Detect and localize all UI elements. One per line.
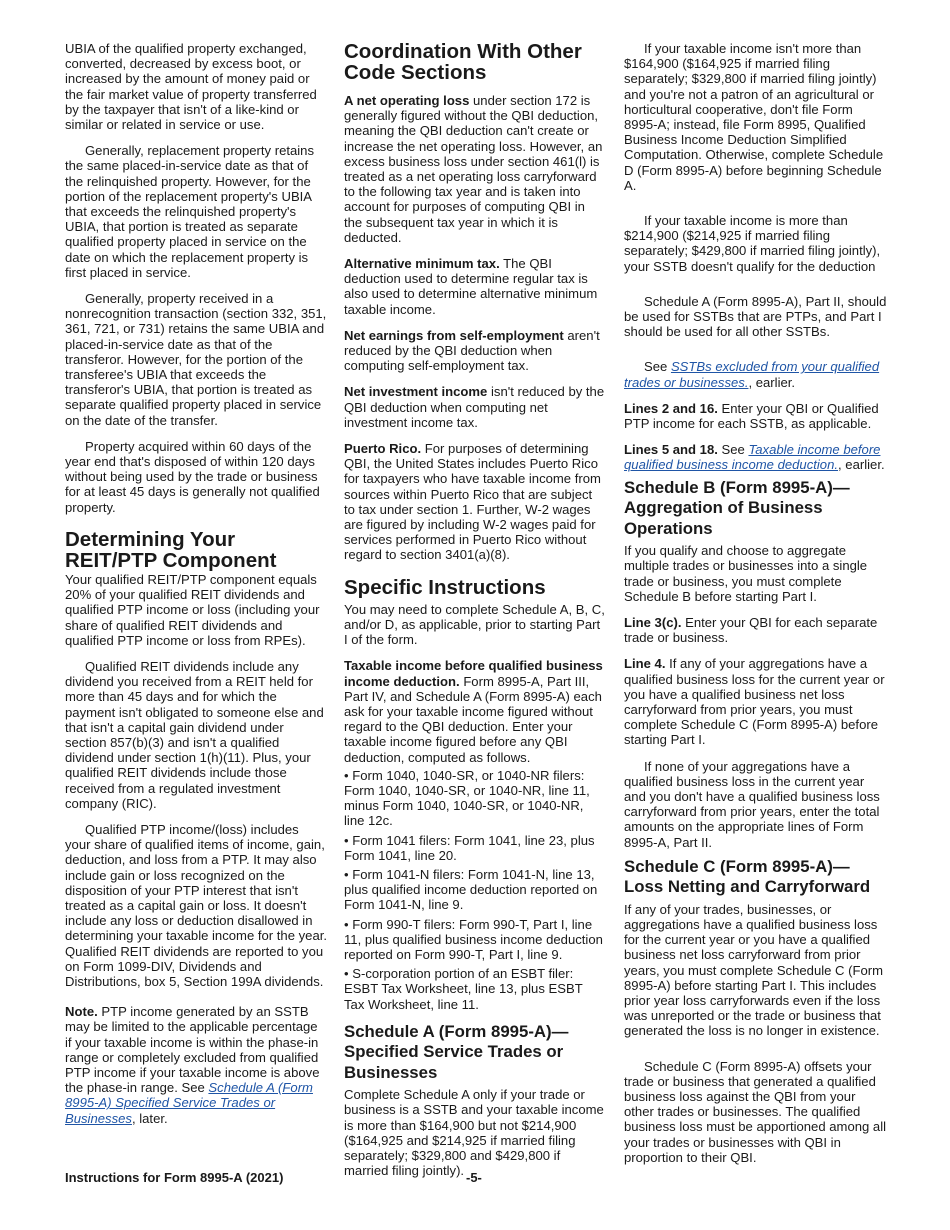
paragraph: Property acquired within 60 days of the year end that's disposed of within 120 days without being used by the trade or business for at least 45 days is generally not qualified property. xyxy=(65,438,320,515)
paragraph: You may need to complete Schedule A, B, C, and/or D, as applicable, prior to starting Part I of the form. xyxy=(344,601,605,648)
paragraph-line-4: Line 4. If any of your aggregations have a qualified business loss for the current year or you have a qualified business net loss carryforward from prior years, you must complete Schedule C (Form 8995-A) before starting Part I. xyxy=(624,656,885,748)
note-paragraph xyxy=(65,1004,327,1126)
bullet-list xyxy=(344,768,606,1012)
section-heading-specific-instructions: Specific Instructions xyxy=(344,575,546,599)
run-in-label: Line 4. xyxy=(624,656,666,672)
paragraph: If you qualify and choose to aggregate multiple trades or businesses into a single trade or business, you must complete Schedule B before starting Part I. xyxy=(624,543,868,604)
schedule-a-link[interactable]: Schedule A (Form 8995-A) Specified Service Trades or Businesses xyxy=(65,1080,313,1126)
run-in-label: Net investment income xyxy=(344,384,488,400)
paragraph: Schedule A (Form 8995-A), Part II, should be used for SSTBs that are PTPs, and Part I should be used for all other SSTBs. xyxy=(624,293,887,340)
sstbs-excluded-link[interactable]: SSTBs excluded from your qualified trades or businesses. xyxy=(624,359,880,390)
section-heading-schedule-b: Schedule B (Form 8995-A)—Aggregation of Business Operations xyxy=(624,477,850,538)
section-heading-schedule-c: Schedule C (Form 8995-A)—Loss Netting and Carryforward xyxy=(624,856,871,897)
run-in-label: Alternative minimum tax. xyxy=(344,256,500,272)
run-in-label: Lines 5 and 18. xyxy=(624,442,718,458)
paragraph: If your taxable income is more than $214,900 ($214,925 if married filing separately; $429,800 if married filing jointly), your SSTB doesn't qualify for the deduction xyxy=(624,213,881,274)
column-3 xyxy=(624,41,888,1176)
list-item: • S-corporation portion of an ESBT filer: ESBT Tax Worksheet, line 13, plus ESBT Tax Worksheet, line 11. xyxy=(344,966,583,1012)
column-1 xyxy=(65,41,327,1137)
paragraph-text: isn't reduced by the QBI deduction when computing net investment income tax. xyxy=(344,384,605,430)
run-in-label: Lines 2 and 16. xyxy=(624,400,718,416)
paragraph: UBIA of the qualified property exchanged, converted, decreased by excess boot, or increased by the amount of money paid or the fair market value of property transferred by the taxpayer that isn't of a like-kind or similar or related in service or use. xyxy=(65,41,317,133)
paragraph: Complete Schedule A only if your trade or business is a SSTB and your taxable income is more than $164,900 but not $214,900 ($164,925 and $214,925 if married filing separately; $329,800 and $429,800 if married filing jointly). xyxy=(344,1087,604,1179)
paragraph-lines-2-16: Lines 2 and 16. Enter your QBI or Qualified PTP income for each SSTB, as applicable. xyxy=(624,400,879,432)
paragraph-text: aren't reduced by the QBI deduction when computing self-employment tax. xyxy=(344,327,600,374)
column-2 xyxy=(344,41,606,1189)
paragraph-text: For purposes of determining QBI, the United States includes Puerto Rico for taxpayers who have taxable income from sources within Puerto Rico that are subject to tax under section 1. Further, W-2 wages are figured by including W-2 wages paid for services performed in Puerto Rico without regard to section 3401(a)(8). xyxy=(344,441,601,563)
paragraph-nii xyxy=(344,384,606,430)
paragraph: If any of your trades, businesses, or aggregations have a qualified business loss for the current year or you have a qualified business net loss carryforward from prior years, you must complete Schedule C (Form 8995-A) before starting Part I. This includes prior year loss carryforwards even if the loss was unreported or the trade or business that generated the loss is no longer in existence. xyxy=(624,901,884,1039)
paragraph-text: The QBI deduction used to determine regular tax is also used to determine alternative minimum taxable income. xyxy=(344,256,598,317)
section-heading-schedule-a: Schedule A (Form 8995-A)—Specified Service Trades or Businesses xyxy=(344,1021,569,1082)
paragraph-nol xyxy=(344,93,606,245)
footer-page-number: -5- xyxy=(466,1170,482,1185)
paragraph: Qualified REIT dividends include any dividend you received from a REIT held for more than 45 days and for which the payment isn't obligated to someone else and that isn't a capital gain dividend under section 857(b)(3) and isn't a qualified dividend under section 1(h)(11). Plus, your qualified REIT dividends include those received from a regulated investment company (RIC). xyxy=(65,658,324,811)
paragraph-see-sstbs: See SSTBs excluded from your qualified trades or businesses., earlier. xyxy=(624,359,880,390)
paragraph: Generally, property received in a nonrecognition transaction (section 332, 351, 361, 721, or 731) retains the same UBIA and placed-in-service date as that of the transferor. However, for the portion of the transferee's UBIA that exceeds the transferor's UBIA, that portion is treated as separate qualified property placed in service on the date of the transfer. xyxy=(65,291,327,428)
paragraph-puerto-rico xyxy=(344,441,606,563)
note-text: PTP income generated by an SSTB may be limited to the applicable percentage if your taxable income is within the phase-in range or completely excluded from qualified PTP income if your taxable income is above the phase-in range. See xyxy=(65,1004,320,1096)
run-in-label: Line 3(c). xyxy=(624,614,682,630)
run-in-label: Puerto Rico. xyxy=(344,441,422,457)
paragraph-se xyxy=(344,328,606,374)
paragraph: Your qualified REIT/PTP component equals 20% of your qualified REIT dividends and qualified PTP income or loss (including your share of qualified REIT dividends and qualified PTP income or loss from RPEs). xyxy=(65,571,320,648)
run-in-label: Taxable income before qualified business income deduction. xyxy=(344,658,603,689)
section-heading-reit-ptp: Determining Your REIT/PTP Component xyxy=(65,527,277,572)
list-item: • Form 1040, 1040-SR, or 1040-NR filers: Form 1040, 1040-SR, or 1040-NR, line 11, minus Form 1040, 1040-SR, or 1040-NR, line 12c. xyxy=(344,767,590,829)
note-after: , later. xyxy=(131,1110,168,1126)
list-item: • Form 1041-N filers: Form 1041-N, line 13, plus qualified income deduction reported on Form 1041-N, line 9. xyxy=(344,866,598,913)
run-in-label: A net operating loss xyxy=(344,93,470,108)
note-label: Note. xyxy=(65,1004,98,1020)
list-item: • Form 1041 filers: Form 1041, line 23, plus Form 1041, line 20. xyxy=(344,832,595,863)
paragraph: Generally, replacement property retains the same placed-in-service date as that of the relinquished property. However, for the portion of the replacement property's UBIA that exceeds the relinquished property's UBIA, that portion is treated as separate qualified property placed in service on the date on which the replacement property is first placed in service. xyxy=(65,143,315,280)
run-in-label: Net earnings from self-employment xyxy=(344,327,564,343)
taxable-income-link[interactable]: Taxable income before qualified business income deduction. xyxy=(624,442,881,473)
paragraph: If none of your aggregations have a qualified business loss in the current year and you don't have a qualified business loss carryforward from prior years, enter the total amounts on the appropriate lines of Form 8995-A, Part II. xyxy=(624,758,880,850)
paragraph: Qualified PTP income/(loss) includes your share of qualified items of income, gain, deduction, and loss from a PTP. It may also include gain or loss recognized on the disposition of your PTP interest that isn't treated as a capital gain or loss. It doesn't include any loss or deduction disallowed in determining your taxable income for the year. Qualified REIT dividends are reported to you on Form 1099-DIV, Dividends and Distributions, box 5, Section 199A dividends. xyxy=(65,821,328,989)
list-item: • Form 990-T filers: Form 990-T, Part I, line 11, plus qualified business income deduction reported on Form 990-T, Part I, line 9. xyxy=(344,916,603,962)
paragraph-text: under section 172 is generally figured without the QBI deduction, meaning the QBI deduction can't create or increase the net operating loss. However, an excess business loss under section 461(l) is treated as a net operating loss carryforward to the following tax year and is taken into account for purposes of computing QBI in the subsequent tax year in which it is deducted. xyxy=(344,93,603,245)
footer-form-title: Instructions for Form 8995-A (2021) xyxy=(65,1170,284,1185)
paragraph-text: Form 8995-A, Part III, Part IV, and Schedule A (Form 8995-A) each ask for your taxable income figured without regard to the QBI deduction. Enter your taxable income figured before any QBI deduction, computed as follows. xyxy=(344,673,602,765)
paragraph: Schedule C (Form 8995-A) offsets your trade or business that generated a qualified business loss against the QBI from your other trades or businesses. The qualified business loss must be apportioned among all your trades or businesses with QBI in proportion to their QBI. xyxy=(624,1058,887,1165)
paragraph-line-3c: Line 3(c). Enter your QBI for each separate trade or business. xyxy=(624,614,878,646)
paragraph-taxable-income xyxy=(344,658,606,764)
section-heading-coordination: Coordination With Other Code Sections xyxy=(344,40,582,84)
paragraph-lines-5-18: Lines 5 and 18. See Taxable income before qualified business income deduction., earlier. xyxy=(624,442,885,473)
paragraph-amt xyxy=(344,256,606,317)
paragraph: If your taxable income isn't more than $164,900 ($164,925 if married filing separately; $329,800 if married filing jointly) and you're not a patron of an agricultural or horticultural cooperative, don't file Form 8995-A; instead, file Form 8995, Qualified Business Income Deduction Simplified Computation. Otherwise, complete Schedule D (Form 8995-A) before beginning Schedule A. xyxy=(624,41,884,193)
